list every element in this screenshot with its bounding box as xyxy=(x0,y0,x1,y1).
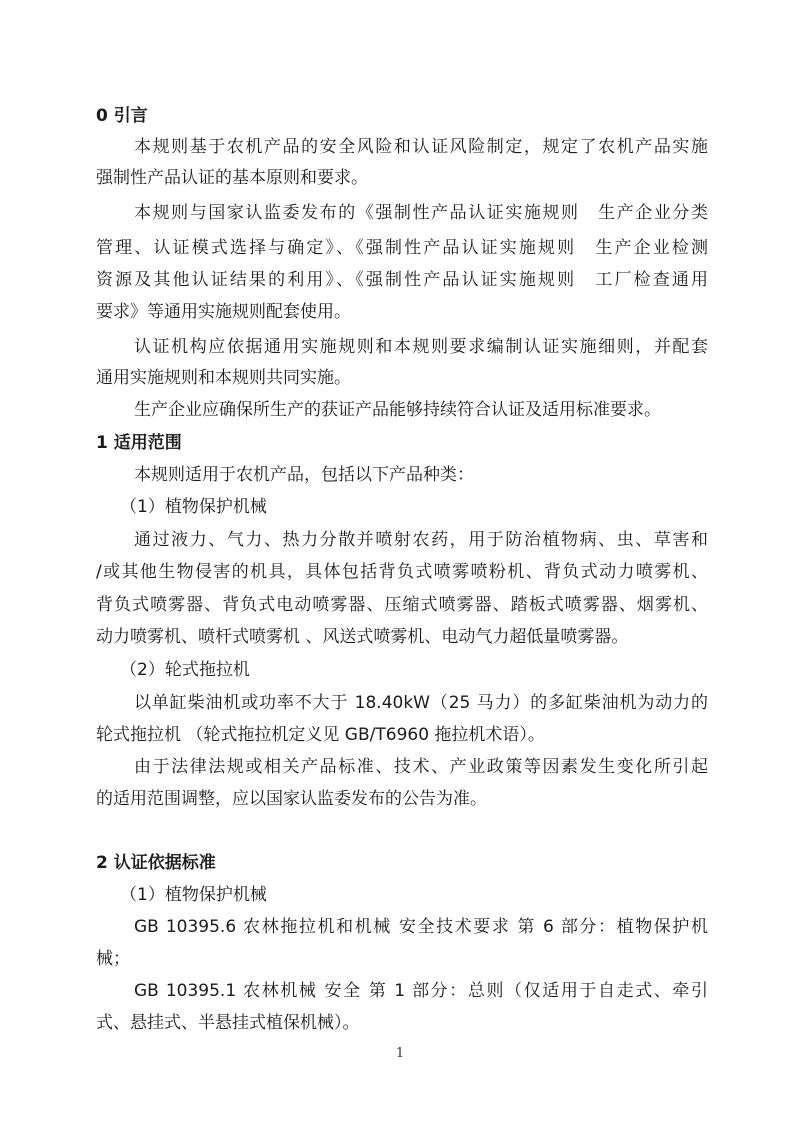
paragraph-line: 管理、认证模式选择与确定》、《强制性产品认证实施规则 生产企业检测 xyxy=(96,238,708,258)
paragraph-line: 轮式拖拉机 （轮式拖拉机定义见 GB/T6960 拖拉机术语）。 xyxy=(96,725,545,745)
paragraph-line: 由于法律法规或相关产品标准、技术、产业政策等因素发生变化所引起 xyxy=(134,757,708,777)
paragraph-line: 要求》等通用实施规则配套使用。 xyxy=(96,302,351,322)
section-heading-scope: 1 适用范围 xyxy=(96,433,182,453)
standard-line: 械； xyxy=(96,949,130,969)
paragraph-line: 本规则适用于农机产品，包括以下产品种类： xyxy=(134,465,474,485)
paragraph-line: 通过液力、气力、热力分散并喷射农药，用于防治植物病、虫、草害和 xyxy=(134,530,708,550)
paragraph-line: 动力喷雾机、喷杆式喷雾机 、风送式喷雾机、电动气力超低量喷雾器。 xyxy=(96,627,629,647)
paragraph-line: 认证机构应依据通用实施规则和本规则要求编制认证实施细则，并配套 xyxy=(134,337,708,357)
page-number: 1 xyxy=(395,1046,405,1061)
paragraph-line: 资源及其他认证结果的利用》、《强制性产品认证实施规则 工厂检查通用 xyxy=(96,270,708,290)
paragraph-line: 本规则基于农机产品的安全风险和认证风险制定，规定了农机产品实施 xyxy=(134,137,708,157)
paragraph-line: 背负式喷雾器、背负式电动喷雾器、压缩式喷雾器、踏板式喷雾器、烟雾机、 xyxy=(96,595,708,615)
section-heading-intro: 0 引言 xyxy=(96,106,148,126)
standard-line: GB 10395.1 农林机械 安全 第 1 部分：总则（仅适用于自走式、牵引 xyxy=(134,981,708,1001)
standard-line: GB 10395.6 农林拖拉机和机械 安全技术要求 第 6 部分：植物保护机 xyxy=(134,917,708,937)
paragraph-line: 生产企业应确保所生产的获证产品能够持续符合认证及适用标准要求。 xyxy=(134,400,661,420)
list-item-title: （2）轮式拖拉机 xyxy=(120,660,250,680)
section-heading-standards: 2 认证依据标准 xyxy=(96,853,216,873)
paragraph-line: 强制性产品认证的基本原则和要求。 xyxy=(96,168,368,188)
standard-line: 式、悬挂式、半悬挂式植保机械）。 xyxy=(96,1013,360,1033)
list-item-title: （1）植物保护机械 xyxy=(120,885,267,905)
paragraph-line: 的适用范围调整，应以国家认监委发布的公告为准。 xyxy=(96,789,487,809)
paragraph-line: 以单缸柴油机或功率不大于 18.40kW（25 马力）的多缸柴油机为动力的 xyxy=(134,693,708,713)
paragraph-line: 本规则与国家认监委发布的《强制性产品认证实施规则 生产企业分类 xyxy=(134,203,708,223)
list-item-title: （1）植物保护机械 xyxy=(120,497,267,517)
paragraph-line: 通用实施规则和本规则共同实施。 xyxy=(96,368,351,388)
paragraph-line: /或其他生物侵害的机具，具体包括背负式喷雾喷粉机、背负式动力喷雾机、 xyxy=(96,562,708,582)
